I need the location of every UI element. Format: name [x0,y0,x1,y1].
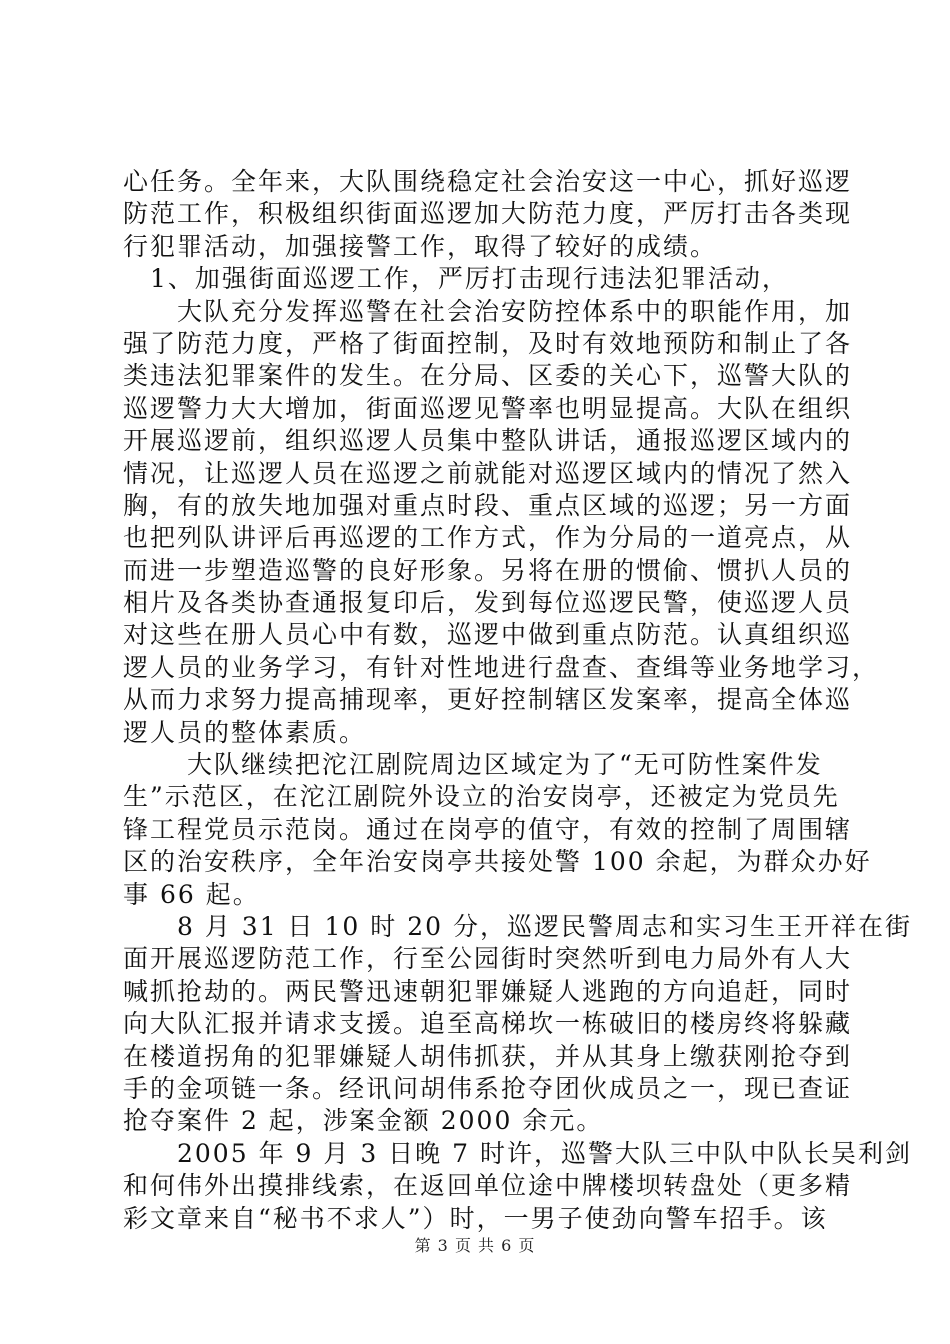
page-number-footer: 第 3 页 共 6 页 [414,1236,536,1255]
text-line: 锋工程党员示范岗。通过在岗亭的值守，有效的控制了周围辖 [123,814,853,844]
text-line: 大队继续把沱江剧院周边区域定为了“无可防性案件发 [123,750,823,780]
text-line: 向大队汇报并请求支援。追至高梯坎一栋破旧的楼房终将躲藏 [123,1009,853,1039]
text-line: 也把列队讲评后再巡逻的工作方式，作为分局的一道亮点，从 [123,523,853,553]
text-line: 和何伟外出摸排线索，在返回单位途中牌楼坝转盘处（更多精 [123,1171,853,1201]
text-line: 生”示范区，在沱江剧院外设立的治安岗亭，还被定为党员先 [123,782,840,812]
text-line: 情况，让巡逻人员在巡逻之前就能对巡逻区域内的情况了然入 [123,458,853,488]
text-line: 而进一步塑造巡警的良好形象。另将在册的惯偷、惯扒人员的 [123,555,853,585]
text-line: 抢夺案件 2 起，涉案金额 2000 余元。 [123,1106,604,1136]
text-line: 面开展巡逻防范工作，行至公园街时突然听到电力局外有人大 [123,944,853,974]
text-line: 手的金项链一条。经讯问胡伟系抢夺团伙成员之一，现已查证 [123,1073,853,1103]
text-line: 巡逻警力大大增加，街面巡逻见警率也明显提高。大队在组织 [123,393,853,423]
text-line: 喊抓抢劫的。两民警迅速朝犯罪嫌疑人逃跑的方向追赶，同时 [123,976,853,1006]
text-line: 强了防范力度，严格了街面控制，及时有效地预防和制止了各 [123,328,853,358]
text-line: 对这些在册人员心中有数，巡逻中做到重点防范。认真组织巡 [123,620,853,650]
text-line: 2005 年 9 月 3 日晚 7 时许，巡警大队三中队中队长吴利剑 [123,1138,912,1168]
text-line: 大队充分发挥巡警在社会治安防控体系中的职能作用，加 [123,296,853,326]
text-line: 逻人员的业务学习，有针对性地进行盘查、查缉等业务地学习， [123,652,880,682]
text-line: 胸，有的放失地加强对重点时段、重点区域的巡逻；另一方面 [123,490,853,520]
text-line: 事 66 起。 [123,879,260,909]
text-line: 心任务。全年来，大队围绕稳定社会治安这一中心，抓好巡逻 [123,167,853,196]
text-line: 开展巡逻前，组织巡逻人员集中整队讲话，通报巡逻区域内的 [123,426,853,456]
text-line: 行犯罪活动，加强接警工作，取得了较好的成绩。 [123,231,718,261]
text-line: 从而力求努力提高捕现率，更好控制辖区发案率，提高全体巡 [123,685,853,715]
text-line: 8 月 31 日 10 时 20 分，巡逻民警周志和实习生王开祥在街 [123,911,912,941]
text-line: 在楼道拐角的犯罪嫌疑人胡伟抓获，并从其身上缴获刚抢夺到 [123,1041,853,1071]
text-line: 防范工作，积极组织街面巡逻加大防范力度，严厉打击各类现 [123,199,853,229]
text-line: 逻人员的整体素质。 [123,717,367,747]
text-line: 彩文章来自“秘书不求人”）时，一男子使劲向警车招手。该 [123,1203,828,1233]
text-line: 相片及各类协查通报复印后，发到每位巡逻民警，使巡逻人员 [123,588,853,618]
text-line: 区的治安秩序，全年治安岗亭共接处警 100 余起，为群众办好 [123,847,872,877]
document-body [123,166,912,1235]
text-line: 1、加强街面巡逻工作，严厉打击现行违法犯罪活动， [123,264,789,294]
text-line: 类违法犯罪案件的发生。在分局、区委的关心下，巡警大队的 [123,361,853,391]
